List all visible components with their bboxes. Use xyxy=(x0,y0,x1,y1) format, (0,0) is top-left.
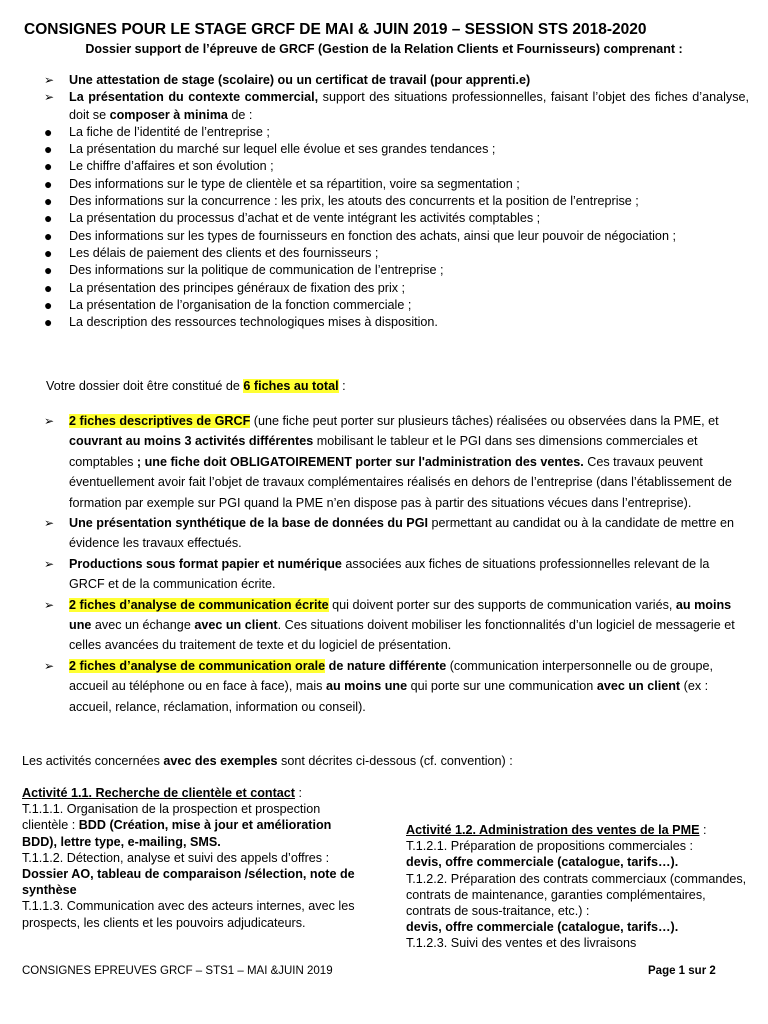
task-item: T.1.2.3. Suivi des ventes et des livraisons xyxy=(406,936,637,951)
item-text: La présentation des principes généraux de fixation des prix ; xyxy=(69,280,406,295)
round-bullet-icon: ● xyxy=(44,227,53,244)
footer-text: CONSIGNES EPREUVES GRCF – STS1 – MAI &JUIN 2019 xyxy=(22,965,333,977)
requirements-list xyxy=(44,72,749,331)
document-subtitle: Dossier support de l’épreuve de GRCF (Gestion de la Relation Clients et Fournisseurs) comprenant : xyxy=(85,42,683,56)
round-bullet-icon: ● xyxy=(44,141,53,158)
item-text: Des informations sur les types de fournisseurs en fonction des achats, ainsi que leur pouvoir de négociation ; xyxy=(69,228,676,243)
round-bullet-icon: ● xyxy=(44,244,53,261)
list-item xyxy=(44,297,749,314)
round-bullet-icon: ● xyxy=(44,262,53,279)
highlight-text: 6 fiches au total xyxy=(243,379,339,393)
list-item xyxy=(44,245,749,262)
item-text: La présentation du marché sur lequel elle évolue et ses grandes tendances ; xyxy=(69,142,496,157)
arrow-bullet-icon: ➢ xyxy=(44,597,55,612)
page-footer xyxy=(22,964,722,978)
item-text: Des informations sur le type de clientèle et sa répartition, voire sa segmentation ; xyxy=(69,176,520,191)
item-text: Des informations sur la concurrence : les prix, les atouts des concurrents et la position de l’entreprise ; xyxy=(69,194,639,209)
round-bullet-icon: ● xyxy=(44,175,53,192)
list-item xyxy=(44,72,749,89)
task-item: T.1.1.1. Organisation de la prospection et prospection clientèle : BDD (Création, mise à jour et amélioration BDD), lettre type, e-mailing, SMS. xyxy=(22,802,332,849)
item-bold-text: La présentation du contexte commercial, xyxy=(69,90,319,105)
task-item: T.1.2.1. Préparation de propositions commerciales : devis, offre commerciale (catalogue, tarifs…). xyxy=(406,839,693,870)
item-text: Les délais de paiement des clients et des fournisseurs ; xyxy=(69,245,379,260)
round-bullet-icon: ● xyxy=(44,123,53,140)
list-item: ➢ Une présentation synthétique de la base de données du PGI permettant au candidat ou à la candidate de mettre en évidence les travaux effectués. xyxy=(44,513,740,554)
arrow-bullet-icon: ➢ xyxy=(44,90,55,105)
list-item xyxy=(44,141,749,158)
page-number: Page 1 sur 2 xyxy=(648,965,716,977)
list-item xyxy=(44,176,749,193)
list-item: ➢ 2 fiches descriptives de GRCF (une fiche peut porter sur plusieurs tâches) réalisées ou observées dans la PME, et couvrant au moins 3 activités différentes mobilisant le tableur et le PGI dans ses dimensions commerciales et comptables ; une fiche doit OBLIGATOIREMENT porter sur l'administration des ventes. Ces travaux peuvent éventuellement avoir fait l’objet de travaux complémentaires réalisés en dehors de l’entreprise (dans l’établissement de formation par exemple sur PGI quand la PME n’en dispose pas à partir des situations vécues dans l’entreprise). xyxy=(44,411,740,513)
activity-1-2-column xyxy=(406,822,751,952)
list-item xyxy=(44,158,749,175)
item-text: La fiche de l’identité de l’entreprise ; xyxy=(69,124,270,139)
highlight-text: 2 fiches descriptives de GRCF xyxy=(69,414,251,428)
list-item: ➢ Productions sous format papier et numérique associées aux fiches de situations professionnelles relevant de la GRCF et de la communication écrite. xyxy=(44,554,740,595)
item-text: de : xyxy=(227,107,253,122)
list-item: ➢ 2 fiches d’analyse de communication écrite qui doivent porter sur des supports de communication variés, au moins une avec un échange avec un client. Ces situations doivent mobiliser les fonctionnalités d’un logiciel de messagerie et celles avancées du traitement de texte et du logiciel de présentation. xyxy=(44,595,740,656)
list-item xyxy=(44,124,749,141)
round-bullet-icon: ● xyxy=(44,314,53,331)
list-item: ➢ 2 fiches d’analyse de communication orale de nature différente (communication interpersonnelle ou de groupe, accueil au téléphone ou en face à face), mais au moins une qui porte sur une communication avec un client (ex : accueil, relance, réclamation, information ou conseil). xyxy=(44,656,740,717)
arrow-bullet-icon: ➢ xyxy=(44,73,55,87)
context-bullet-list xyxy=(44,124,749,332)
activity-heading: Activité 1.2. Administration des ventes de la PME : xyxy=(406,823,707,837)
activity-heading: Activité 1.1. Recherche de clientèle et contact : xyxy=(22,786,302,800)
item-text: La présentation du processus d’achat et de vente intégrant les activités comptables ; xyxy=(69,211,541,226)
item-bold-text: composer à minima xyxy=(109,107,228,122)
list-item xyxy=(44,210,749,227)
task-item: T.1.1.2. Détection, analyse et suivi des appels d’offres : Dossier AO, tableau de comparaison /sélection, note de synthèse xyxy=(22,850,355,898)
dossier-intro: Votre dossier doit être constitué de 6 fiches au total : xyxy=(46,379,346,393)
arrow-bullet-icon: ➢ xyxy=(44,658,55,673)
list-item xyxy=(44,262,749,279)
activity-1-1-column xyxy=(22,785,367,931)
task-item: T.1.1.3. Communication avec des acteurs internes, avec les prospects, les clients et les pouvoirs adjudicateurs. xyxy=(22,899,355,930)
item-text: La présentation de l’organisation de la fonction commerciale ; xyxy=(69,297,412,312)
activities-intro: Les activités concernées avec des exemples sont décrites ci-dessous (cf. convention) : xyxy=(22,754,513,768)
highlight-text: 2 fiches d’analyse de communication écrite xyxy=(69,597,329,612)
list-item xyxy=(44,314,749,331)
document-title: CONSIGNES POUR LE STAGE GRCF DE MAI & JUIN 2019 – SESSION STS 2018-2020 xyxy=(24,21,647,38)
fiches-list xyxy=(44,411,740,717)
item-text: Des informations sur la politique de communication de l’entreprise ; xyxy=(69,263,444,278)
arrow-bullet-icon: ➢ xyxy=(44,556,55,571)
item-bold-text: Une attestation de stage (scolaire) ou un certificat de travail (pour apprenti.e) xyxy=(69,73,531,87)
round-bullet-icon: ● xyxy=(44,296,53,313)
list-item xyxy=(44,89,749,124)
task-item: T.1.2.2. Préparation des contrats commerciaux (commandes, contrats de maintenance, garanties complémentaires, contrats de sous-traitance, etc.) : devis, offre commerciale (catalogue, tarifs…). xyxy=(406,871,747,935)
arrow-bullet-icon: ➢ xyxy=(44,414,55,428)
round-bullet-icon: ● xyxy=(44,193,53,210)
item-text: Le chiffre d’affaires et son évolution ; xyxy=(69,159,274,174)
round-bullet-icon: ● xyxy=(44,158,53,175)
round-bullet-icon: ● xyxy=(44,279,53,296)
highlight-text: 2 fiches d’analyse de communication orale xyxy=(69,658,326,673)
item-text: La description des ressources technologiques mises à disposition. xyxy=(69,315,438,330)
arrow-bullet-icon: ➢ xyxy=(44,516,55,531)
item-text: support des situations professionnelles, faisant l’objet des fiches d’analyse, doit se xyxy=(69,90,749,122)
list-item xyxy=(44,228,749,245)
round-bullet-icon: ● xyxy=(44,210,53,227)
list-item xyxy=(44,193,749,210)
list-item xyxy=(44,280,749,297)
